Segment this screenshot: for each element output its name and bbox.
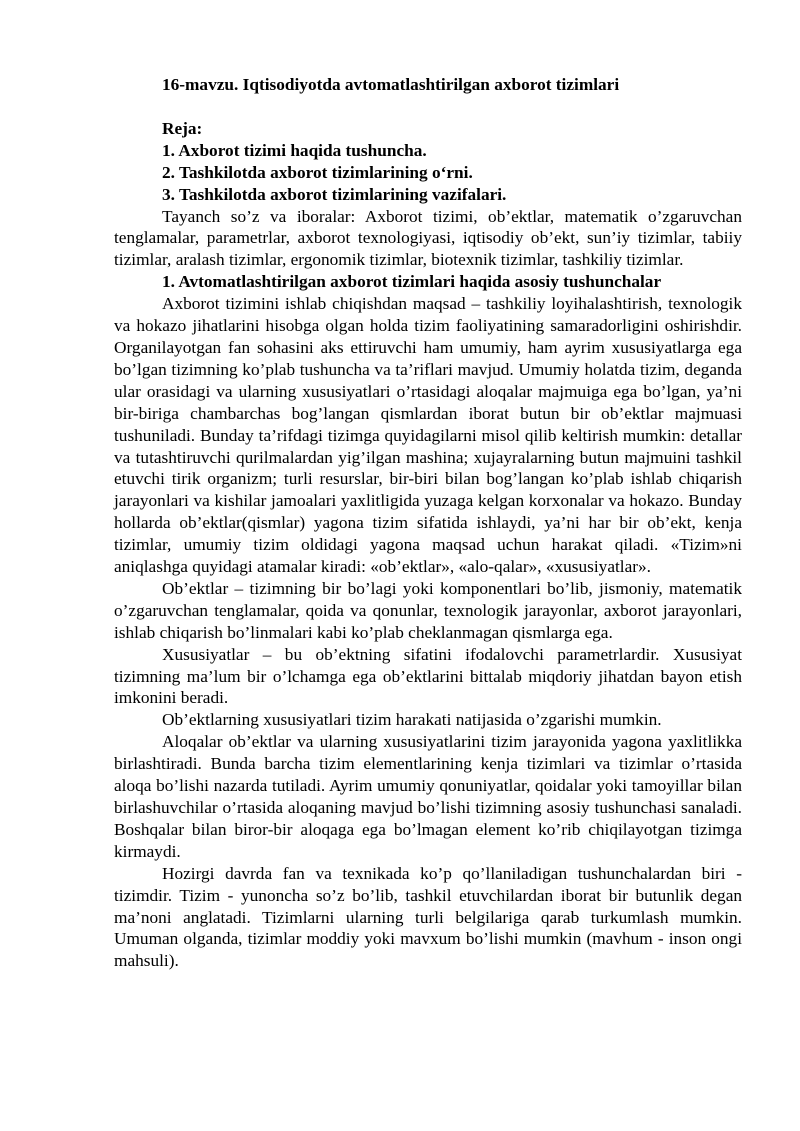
body-paragraph: Xususiyatlar – bu ob’ektning sifatini ifodalovchi parametrlardir. Xususiyat tizimning ma’lum bir o’lchamga ega ob’ektlarini bittalab miqdoriy jihatdan bayon etish imkonini beradi. [114, 644, 742, 708]
document-title: 16-mavzu. Iqtisodiyotda avtomatlashtirilgan axborot tizimlari [162, 75, 620, 94]
plan-label: Reja: [162, 118, 203, 138]
keywords-paragraph: Tayanch so’z va iboralar: Axborot tizimi, ob’ektlar, matematik o’zgaruvchan tenglamalar, parametrlar, axborot texnologiyasi, iqtisodiy ob’ekt, sun’iy tizimlar, tabiiy tizimlar, aralash tizimlar, ergonomik tizimlar, biotexnik tizimlar, tashkiliy tizimlar. [114, 206, 742, 270]
plan-item: 3. Tashkilotda axborot tizimlarining vazifalari. [162, 184, 507, 204]
body-paragraph: Ob’ektlar – tizimning bir bo’lagi yoki komponentlari bo’lib, jismoniy, matematik o’zgaruvchan tenglamalar, qoida va qonunlar, texnologik jarayonlar, axborot jarayonlari, ishlab chiqarish bo’linmalari kabi ko’plab cheklanmagan qismlarga ega. [114, 578, 742, 642]
plan-item: 1. Axborot tizimi haqida tushuncha. [162, 140, 427, 160]
body-paragraph: Aloqalar ob’ektlar va ularning xususiyatlarini tizim jarayonida yagona yaxlitlikka birlashtiradi. Bunda barcha tizim elementlarining kenja tizimlari va tizimlar o’rtasida aloqa bo’lishi nazarda tutiladi. Ayrim umumiy qonuniyatlar, qoidalar yoki tamoyillar bilan birlashuvchilar o’rtasida aloqaning mavjud bo’lishi tizimning asosiy tushunchasi sanaladi. Boshqalar bilan biror-bir aloqaga ega bo’lmagan element ko’rib chiqilayotgan tizimga kirmaydi. [114, 732, 742, 861]
body-paragraph: Hozirgi davrda fan va texnikada ko’p qo’llaniladigan tushunchalardan biri - tizimdir. Tizim - yunoncha so’z bo’lib, tashkil etuvchilardan iborat bir butunlik degan ma’noni anglatadi. Tizimlarni ularning turli belgilariga qarab turkumlash mumkin. Umuman olganda, tizimlar moddiy yoki mavxum bo’lishi mumkin (mavhum - inson ongi mahsuli). [114, 863, 742, 971]
body-paragraph: Axborot tizimini ishlab chiqishdan maqsad – tashkiliy loyihalashtirish, texnologik va hokazo jihatlarini hisobga olgan holda tizim faoliyatining samaradorligini oshirishdir. Organilayotgan fan sohasini aks ettiruvchi ham umumiy, ham ayrim xususiyatlarga ega bo’lgan tizimning ko’plab tushuncha va ta’riflari mavjud. Umumiy holatda tizim, deganda ular orasidagi va ularning xususiyatlari o’rtasidagi aloqalar majmuiga ega bo’lgan, ya’ni bir-biriga chambarchas bog’langan qismlardan iborat butun bir ob’ektlar majmuasi tushuniladi. Bunday ta’rifdagi tizimga quyidagilarni misol qilib keltirish mumkin: detallar va tutashtiruvchi qurilmalardan yig’ilgan mashina; xujayralarning butun majmuini tashkil etuvchi tirik organizm; turli resurslar, bir-biri bilan bog’langan ko’plab ishlab chiqarish jarayonlari va kishilar jamoalari yaxlitligida yuzaga kelgan korxonalar va hokazo. Bunday hollarda ob’ektlar(qismlar) yagona tizim sifatida ishlaydi, ya’ni har bir ob’ekt, kenja tizimlar, umumiy tizim oldidagi yagona maqsad uchun harakat qiladi. «Tizim»ni aniqlashga quyidagi atamalar kiradi: «ob’ektlar», «alo-qalar», «xususiyatlar». [114, 294, 742, 577]
document-page [114, 74, 742, 972]
plan-item: 2. Tashkilotda axborot tizimlarining o‘rni. [162, 162, 473, 182]
section-heading: 1. Avtomatlashtirilgan axborot tizimlari haqida asosiy tushunchalar [162, 272, 662, 292]
body-paragraph: Ob’ektlarning xususiyatlari tizim harakati natijasida o’zgarishi mumkin. [162, 710, 662, 730]
